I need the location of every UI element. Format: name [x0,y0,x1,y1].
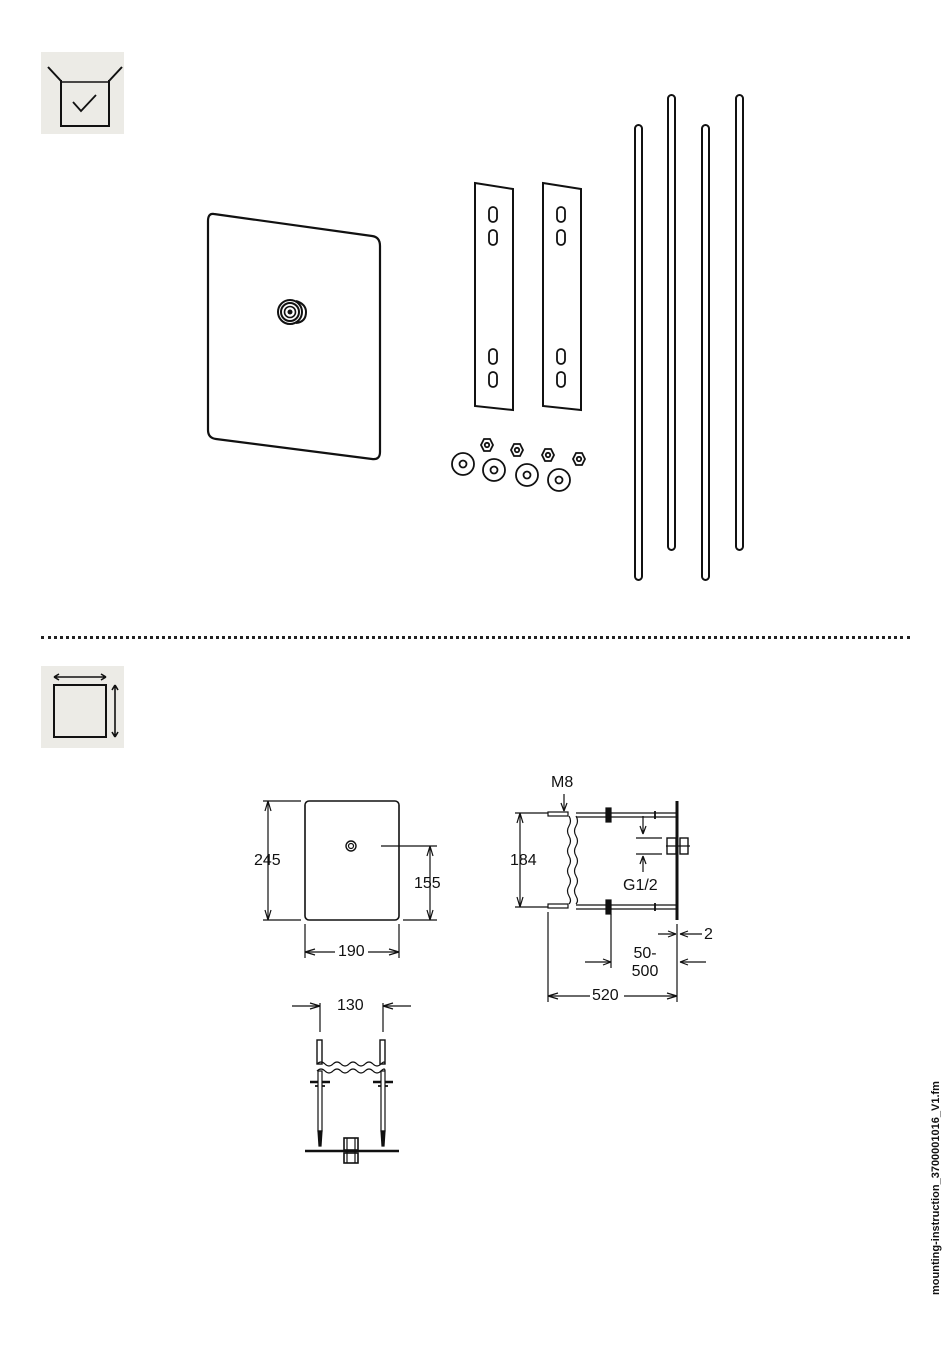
dim-height-label: 245 [254,852,281,869]
side-view-drawing [515,794,706,1002]
dim-thickness-label: 2 [704,926,713,943]
dim-total-depth-label: 520 [592,987,619,1004]
dim-width-label: 190 [338,943,365,960]
dim-connection-label: G1/2 [623,877,658,894]
dim-wall-depth-label: 50- 500 [631,945,659,980]
document-filename: mounting-instruction_3700001016_V1.fm [930,1081,942,1295]
dim-spacing-label: 130 [337,997,364,1014]
dim-rail-spacing-label: 184 [510,852,537,869]
bottom-view-drawing [292,1003,411,1163]
dim-thread-label: M8 [551,774,574,791]
front-view-drawing [263,801,437,958]
dim-outlet-height-label: 155 [414,875,441,892]
